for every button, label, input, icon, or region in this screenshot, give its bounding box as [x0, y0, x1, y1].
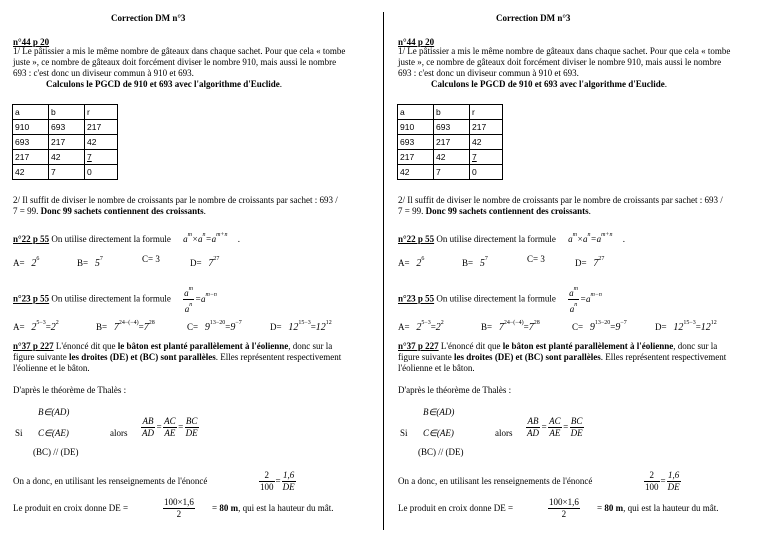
ex44-line1: 1/ Le pâtissier a mis le même nombre de gâteaux dans chaque sachet. Pour que cela « tombe — [13, 46, 346, 56]
thales-application-eq: $\frac{2}{100}$ = $\frac{1,6}{DE}$ — [260, 470, 295, 492]
ex23-answer-d: D= $12^{15-3}=12^{12}$ — [270, 320, 332, 333]
table-cell: 7 — [49, 165, 85, 180]
final-result: = 80 m, qui est la hauteur du mât. — [212, 503, 334, 513]
table-cell: 42 — [434, 150, 470, 165]
ex22-answer-b: B= $5^7$ — [462, 256, 488, 269]
table-cell: 42 — [85, 135, 118, 150]
thales-application-eq: $\frac{2}{100}$ = $\frac{1,6}{DE}$ — [645, 470, 680, 492]
thales-cond3: (BC) // (DE) — [418, 447, 464, 457]
table-row — [13, 135, 118, 150]
ex23-answer-b: B= $7^{24-(-4)}=7^{28}$ — [481, 320, 540, 333]
thales-application: On a donc, en utilisant les renseignements de l'énoncé — [13, 476, 208, 486]
ex37-line2: figure suivante les droites (DE) et (BC) sont parallèles. Elles représentent respectivement — [13, 352, 342, 362]
ex37-line3: l'éolienne et le bâton. — [398, 363, 475, 373]
table-cell: 693 — [398, 135, 434, 150]
final-result: = 80 m, qui est la hauteur du mât. — [597, 503, 719, 513]
ex37-line1: n°37 p 227 L'énoncé dit que le bâton est planté parallèlement à l'éolienne, donc sur la — [398, 341, 718, 351]
ex44-q2-line2: 7 = 99. Donc 99 sachets contiennent des croissants. — [13, 206, 206, 216]
thales-si: Si — [15, 428, 23, 438]
ex23-answer-a: A= $2^{5-3}=2^2$ — [398, 320, 444, 333]
ex22-statement: n°22 p 55 On utilise directement la formule $a^m\times a^n=a^{m+n}$ . — [13, 232, 240, 244]
ex22-answer-c: C= 3 — [142, 254, 160, 264]
thales-intro: D'après le théorème de Thalès : — [398, 385, 512, 395]
table-cell: 693 — [13, 135, 49, 150]
euclid-table — [397, 104, 503, 180]
table-cell: 42 — [398, 165, 434, 180]
thales-cond1: B∈(AD) — [423, 407, 455, 417]
thales-alors: alors — [110, 428, 128, 438]
thales-cond2: C∈(AE) — [423, 428, 454, 438]
left-copy — [0, 0, 380, 543]
table-cell: 0 — [85, 165, 118, 180]
table-header-row — [13, 105, 118, 120]
ex23-answer-b: B= $7^{24-(-4)}=7^{28}$ — [96, 320, 155, 333]
thales-intro: D'après le théorème de Thalès : — [13, 385, 127, 395]
ex22-answer-d: D= $7^{27}$ — [190, 256, 220, 269]
thales-ratios: $\frac{AB}{AD}$ = $\frac{AC}{AE}$ = $\frac{BC}{DE}$ — [527, 416, 583, 438]
right-copy — [385, 0, 765, 543]
column-divider — [383, 12, 384, 530]
ex23-statement: n°23 p 55 On utilise directement la formule $\frac{a^m}{a^n}$ $=a^{m-n}$ — [398, 286, 602, 314]
ex44-calc: Calculons le PGCD de 910 et 693 avec l'algorithme d'Euclide. — [431, 79, 667, 89]
table-cell: 217 — [49, 135, 85, 150]
ex44-line3: 693 : c'est donc un diviseur commun à 910 et 693. — [398, 68, 579, 78]
doc-title: Correction DM n°3 — [496, 13, 571, 23]
euclid-table — [12, 104, 118, 180]
table-row — [398, 135, 503, 150]
thales-application: On a donc, en utilisant les renseignements de l'énoncé — [398, 476, 593, 486]
table-cell: 910 — [398, 120, 434, 135]
table-row — [13, 165, 118, 180]
ex22-statement: n°22 p 55 On utilise directement la formule $a^m\times a^n=a^{m+n}$ . — [398, 232, 625, 244]
ex44-line1: 1/ Le pâtissier a mis le même nombre de gâteaux dans chaque sachet. Pour que cela « tombe — [398, 46, 731, 56]
thales-alors: alors — [495, 428, 513, 438]
table-cell: 693 — [49, 120, 85, 135]
cross-product-fraction: $\frac{100\times 1,6}{2}$ — [549, 497, 579, 519]
ex23-answer-a: A= $2^{5-3}=2^2$ — [13, 320, 59, 333]
ex37-line3: l'éolienne et le bâton. — [13, 363, 90, 373]
ex23-answer-d: D= $12^{15-3}=12^{12}$ — [655, 320, 717, 333]
thales-cond3: (BC) // (DE) — [33, 447, 79, 457]
table-cell: 42 — [470, 135, 503, 150]
ex44-line2: juste », ce nombre de gâteaux doit forcément diviser le nombre 910, mais aussi le nombre — [398, 57, 722, 67]
cross-product: Le produit en croix donne DE = — [398, 503, 514, 513]
ex37-line2: figure suivante les droites (DE) et (BC) sont parallèles. Elles représentent respectivement — [398, 352, 727, 362]
ex44-calc: Calculons le PGCD de 910 et 693 avec l'algorithme d'Euclide. — [46, 79, 282, 89]
ex22-answer-d: D= $7^{27}$ — [575, 256, 605, 269]
table-cell: 217 — [85, 120, 118, 135]
ex37-line1: n°37 p 227 L'énoncé dit que le bâton est planté parallèlement à l'éolienne, donc sur la — [13, 341, 333, 351]
table-row — [13, 150, 118, 165]
table-header: a — [398, 105, 434, 120]
cross-product: Le produit en croix donne DE = — [13, 503, 129, 513]
ex22-answer-a: A= $2^6$ — [398, 256, 425, 269]
table-row — [398, 120, 503, 135]
ex44-heading: n°44 p 20 — [13, 37, 50, 47]
thales-cond2: C∈(AE) — [38, 428, 69, 438]
thales-si: Si — [400, 428, 408, 438]
ex22-answer-b: B= $5^7$ — [77, 256, 103, 269]
thales-ratios: $\frac{AB}{AD}$ = $\frac{AC}{AE}$ = $\frac{BC}{DE}$ — [142, 416, 198, 438]
ex44-q2-line1: 2/ Il suffit de diviser le nombre de croissants par le nombre de croissants par sachet : 693 / — [398, 195, 723, 205]
table-cell: 217 — [13, 150, 49, 165]
table-cell: 42 — [13, 165, 49, 180]
table-cell: 42 — [49, 150, 85, 165]
table-cell: 910 — [13, 120, 49, 135]
doc-title: Correction DM n°3 — [111, 13, 186, 23]
table-cell: 0 — [470, 165, 503, 180]
table-row — [398, 150, 503, 165]
table-header: r — [470, 105, 503, 120]
table-cell: 693 — [434, 120, 470, 135]
table-row — [398, 165, 503, 180]
table-cell: 7 — [85, 150, 118, 165]
ex44-q2-line2: 7 = 99. Donc 99 sachets contiennent des croissants. — [398, 206, 591, 216]
table-cell: 217 — [470, 120, 503, 135]
table-cell: 7 — [434, 165, 470, 180]
ex44-line3: 693 : c'est donc un diviseur commun à 910 et 693. — [13, 68, 194, 78]
cross-product-fraction: $\frac{100\times 1,6}{2}$ — [164, 497, 194, 519]
ex22-answer-a: A= $2^6$ — [13, 256, 40, 269]
table-cell: 7 — [470, 150, 503, 165]
ex22-answer-c: C= 3 — [527, 254, 545, 264]
table-cell: 217 — [398, 150, 434, 165]
table-header: b — [49, 105, 85, 120]
ex44-q2-line1: 2/ Il suffit de diviser le nombre de croissants par le nombre de croissants par sachet : 693 / — [13, 195, 338, 205]
table-header-row — [398, 105, 503, 120]
table-cell: 217 — [434, 135, 470, 150]
table-row — [13, 120, 118, 135]
ex44-heading: n°44 p 20 — [398, 37, 435, 47]
ex23-answer-c: C= $9^{13-20}=9^{-7}$ — [572, 320, 627, 333]
table-header: b — [434, 105, 470, 120]
ex23-statement: n°23 p 55 On utilise directement la formule $\frac{a^m}{a^n}$ $=a^{m-n}$ — [13, 286, 217, 314]
ex44-line2: juste », ce nombre de gâteaux doit forcément diviser le nombre 910, mais aussi le nombre — [13, 57, 337, 67]
table-header: r — [85, 105, 118, 120]
thales-cond1: B∈(AD) — [38, 407, 70, 417]
ex23-answer-c: C= $9^{13-20}=9^{-7}$ — [187, 320, 242, 333]
table-header: a — [13, 105, 49, 120]
